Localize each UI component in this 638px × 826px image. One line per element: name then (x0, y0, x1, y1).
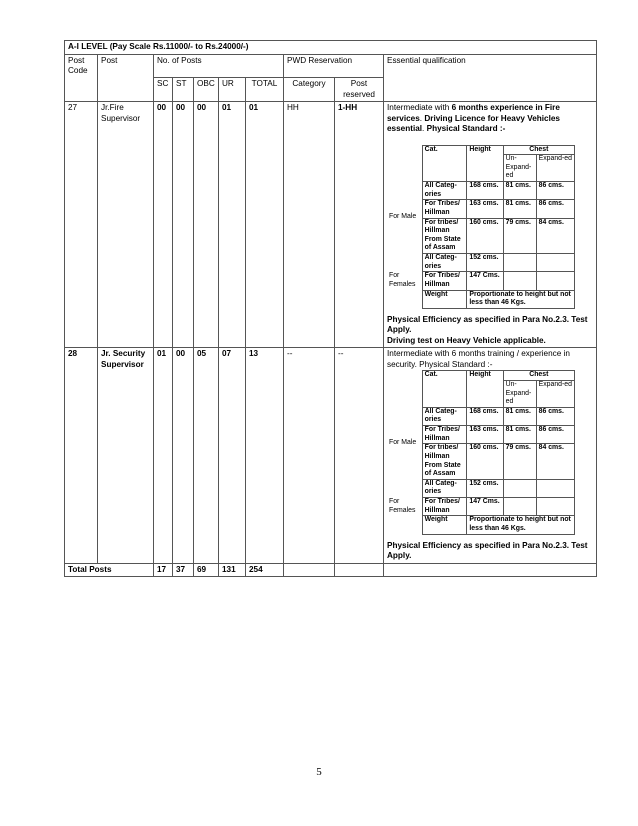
physical-efficiency-note: Physical Efficiency as specified in Para No.2.3. Test Apply. (387, 540, 588, 560)
unexpanded-cell: 81 cms. (503, 182, 536, 200)
total-sc: 17 (154, 563, 173, 577)
header-chest: Chest (503, 145, 574, 155)
unexpanded-cell: 79 cms. (503, 444, 536, 480)
weight-text: Proportionate to height but not less than 46 Kgs. (467, 290, 575, 308)
category-cell: For Tribes/ Hillman (422, 272, 467, 290)
physical-header-row (387, 145, 575, 155)
total-ur: 131 (219, 563, 246, 577)
empty-cell (503, 498, 536, 516)
essential-qualification (384, 102, 597, 348)
header-essential: Essential qualification (384, 54, 597, 78)
category-cell: For tribes/ Hillman From State of Assam (422, 218, 467, 254)
qualification-text: Intermediate with 6 months training / experience in security. Physical Standard :- (387, 349, 570, 369)
height-cell: 168 cms. (467, 182, 503, 200)
height-cell: 152 cms. (467, 254, 503, 272)
physical-male-row (387, 182, 575, 200)
expanded-cell: 84 cms. (536, 444, 574, 480)
total-total: 254 (246, 563, 284, 577)
header-unexpanded: Un-Expand-ed (503, 380, 536, 407)
header-pwd: PWD Reservation (284, 54, 384, 78)
header-unexpanded: Un-Expand-ed (503, 155, 536, 182)
qualification-text: Intermediate with 6 months experience in Fire services. Driving Licence for Heavy Vehicles essential. Physical Standard :- (387, 103, 560, 133)
total-st: 37 (173, 563, 194, 577)
weight-label: Weight (422, 516, 467, 534)
essential-qualification (384, 348, 597, 563)
header-st: ST (173, 78, 194, 102)
post-reserved: -- (335, 348, 384, 563)
header-cat: Cat. (422, 371, 467, 408)
blank-cell (387, 371, 422, 408)
unexpanded-cell: 81 cms. (503, 426, 536, 444)
header-post-reserved: Post reserved (335, 78, 384, 102)
header-expanded: Expand-ed (536, 380, 574, 407)
header-no-of-posts: No. of Posts (154, 54, 284, 78)
post-reserved: 1-HH (335, 102, 384, 348)
sc-count: 00 (154, 102, 173, 348)
total-count: 01 (246, 102, 284, 348)
sc-count: 01 (154, 348, 173, 563)
category-cell: For Tribes/ Hillman (422, 426, 467, 444)
post-name: Jr. Security Supervisor (98, 348, 154, 563)
st-count: 00 (173, 348, 194, 563)
physical-header-row (387, 371, 575, 381)
header-height: Height (467, 145, 503, 182)
expanded-cell: 86 cms. (536, 426, 574, 444)
height-cell: 160 cms. (467, 444, 503, 480)
category-cell: All Categ-ories (422, 182, 467, 200)
obc-count: 05 (194, 348, 219, 563)
total-count: 13 (246, 348, 284, 563)
empty-cell (503, 254, 536, 272)
height-cell: 152 cms. (467, 479, 503, 497)
total-posts-label: Total Posts (65, 563, 154, 577)
page-number: 5 (316, 766, 322, 778)
empty-cell (536, 498, 574, 516)
height-cell: 168 cms. (467, 407, 503, 425)
post-code: 28 (65, 348, 98, 563)
post-name: Jr.Fire Supervisor (98, 102, 154, 348)
category-cell: For Tribes/ Hillman (422, 498, 467, 516)
female-group-label: For Females (387, 254, 422, 309)
empty-cell (536, 254, 574, 272)
category-cell: All Categ-ories (422, 254, 467, 272)
male-group-label: For Male (387, 407, 422, 479)
category-cell: All Categ-ories (422, 479, 467, 497)
height-cell: 147 Cms. (467, 498, 503, 516)
category-cell: For tribes/ Hillman From State of Assam (422, 444, 467, 480)
header-total: TOTAL (246, 78, 284, 102)
physical-standard-table (387, 145, 575, 309)
header-expanded: Expand-ed (536, 155, 574, 182)
obc-count: 00 (194, 102, 219, 348)
expanded-cell: 86 cms. (536, 407, 574, 425)
post-code: 27 (65, 102, 98, 348)
physical-female-row (387, 254, 575, 272)
category-cell: All Categ-ories (422, 407, 467, 425)
weight-text: Proportionate to height but not less than 46 Kgs. (467, 516, 575, 534)
st-count: 00 (173, 102, 194, 348)
total-obc: 69 (194, 563, 219, 577)
physical-female-row (387, 479, 575, 497)
pwd-category: -- (284, 348, 335, 563)
expanded-cell: 86 cms. (536, 200, 574, 218)
empty-cell (503, 479, 536, 497)
height-cell: 160 cms. (467, 218, 503, 254)
total-row (65, 563, 597, 577)
physical-standard-table (387, 370, 575, 534)
empty-cell (503, 272, 536, 290)
category-cell: For Tribes/ Hillman (422, 200, 467, 218)
height-cell: 163 cms. (467, 426, 503, 444)
physical-efficiency-note: Physical Efficiency as specified in Para No.2.3. Test Apply. (387, 314, 588, 335)
height-cell: 147 Cms. (467, 272, 503, 290)
unexpanded-cell: 79 cms. (503, 218, 536, 254)
header-ur: UR (219, 78, 246, 102)
header-chest: Chest (503, 371, 574, 381)
male-group-label: For Male (387, 182, 422, 254)
header-post: Post (98, 54, 154, 78)
physical-male-row (387, 407, 575, 425)
table-title: A-I LEVEL (Pay Scale Rs.11000/- to Rs.24000/-) (65, 41, 597, 55)
header-row-2 (65, 78, 597, 102)
empty-cell (536, 479, 574, 497)
ur-count: 07 (219, 348, 246, 563)
table-row (65, 348, 597, 563)
expanded-cell: 86 cms. (536, 182, 574, 200)
height-cell: 163 cms. (467, 200, 503, 218)
pwd-category: HH (284, 102, 335, 348)
expanded-cell: 84 cms. (536, 218, 574, 254)
header-post-code: Post Code (65, 54, 98, 78)
blank-cell (387, 145, 422, 182)
unexpanded-cell: 81 cms. (503, 200, 536, 218)
header-sc: SC (154, 78, 173, 102)
header-category: Category (284, 78, 335, 102)
posts-table (64, 40, 597, 577)
header-obc: OBC (194, 78, 219, 102)
header-cat: Cat. (422, 145, 467, 182)
title-row (65, 41, 597, 55)
female-group-label: For Females (387, 479, 422, 534)
ur-count: 01 (219, 102, 246, 348)
weight-label: Weight (422, 290, 467, 308)
unexpanded-cell: 81 cms. (503, 407, 536, 425)
driving-test-note: Driving test on Heavy Vehicle applicable. (387, 335, 546, 345)
empty-cell (536, 272, 574, 290)
header-height: Height (467, 371, 503, 408)
header-row-1 (65, 54, 597, 78)
table-row (65, 102, 597, 348)
